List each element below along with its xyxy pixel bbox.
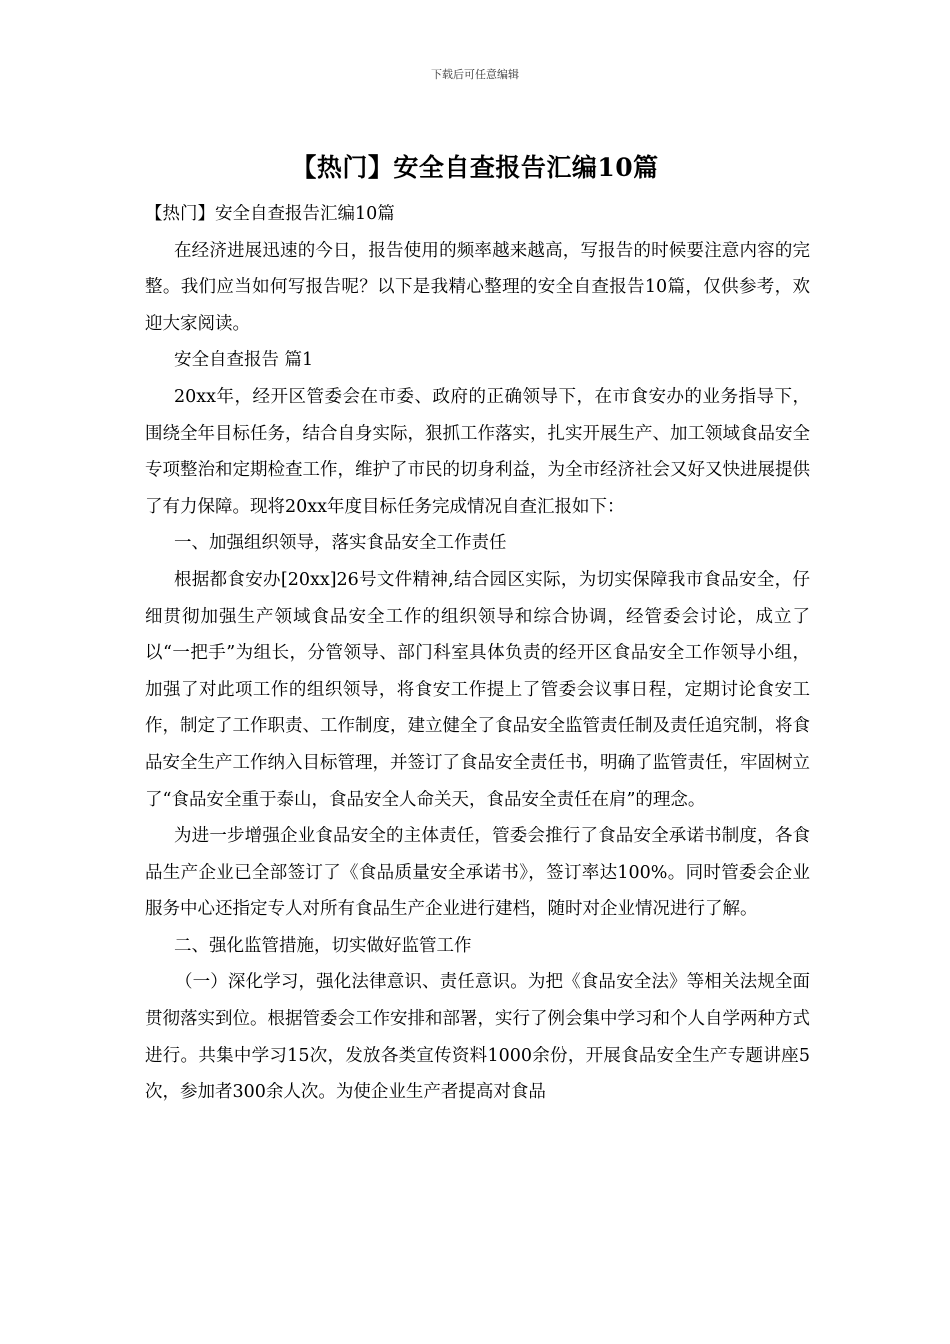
subtitle-paragraph: 【热门】安全自查报告汇编10篇 <box>145 204 395 224</box>
header-note: 下载后可任意编辑 <box>431 68 519 81</box>
section-heading-2: 二、强化监管措施，切实做好监管工作 <box>174 935 472 956</box>
body-paragraph: 为进一步增强企业食品安全的主体责任，管委会推行了食品安全承诺书制度，各食品生产企业已全部签订了《食品质量安全承诺书》，签订率达100%。同时管委会企业服务中心还指定专人对所有食品生产企业进行建档，随时对企业情况进行了解。 <box>145 826 810 920</box>
document-body <box>145 196 810 1111</box>
body-paragraph: （一）深化学习，强化法律意识、责任意识。为把《食品安全法》等相关法规全面贯彻落实到位。根据管委会工作安排和部署，实行了例会集中学习和个人自学两种方式进行。共集中学习15次，发放各类宣传资料1000余份，开展食品安全生产专题讲座5次，参加者300余人次。为使企业生产者提高对食品 <box>145 972 810 1103</box>
section-heading-1: 一、加强组织领导，落实食品安全工作责任 <box>174 533 507 554</box>
body-paragraph: 根据都食安办[20xx]26号文件精神,结合园区实际，为切实保障我市食品安全，仔细贯彻加强生产领域食品安全工作的组织领导和综合协调，经管委会讨论，成立了以“一把手”为组长，分管领导、部门科室具体负责的经开区食品安全工作领导小组，加强了对此项工作的组织领导，将食安工作提上了管委会议事日程，定期讨论食安工作，制定了工作职责、工作制度，建立健全了食品安全监管责任制及责任追究制，将食品安全生产工作纳入目标管理，并签订了食品安全责任书，明确了监管责任，牢固树立了“食品安全重于泰山，食品安全人命关天，食品安全责任在肩”的理念。 <box>145 569 810 810</box>
document-title: 【热门】安全自查报告汇编10篇 <box>291 153 659 182</box>
section-heading-report-1: 安全自查报告 篇1 <box>174 350 314 371</box>
body-paragraph: 20xx年，经开区管委会在市委、政府的正确领导下，在市食安办的业务指导下，围绕全年目标任务，结合自身实际，狠抓工作落实，扎实开展生产、加工领域食品安全专项整治和定期检查工作，维护了市民的切身利益，为全市经济社会又好又快进展提供了有力保障。现将20xx年度目标任务完成情况自查汇报如下： <box>145 386 810 517</box>
intro-paragraph: 在经济进展迅速的今日，报告使用的频率越来越高，写报告的时候要注意内容的完整。我们应当如何写报告呢？以下是我精心整理的安全自查报告10篇，仅供参考，欢迎大家阅读。 <box>145 240 810 334</box>
